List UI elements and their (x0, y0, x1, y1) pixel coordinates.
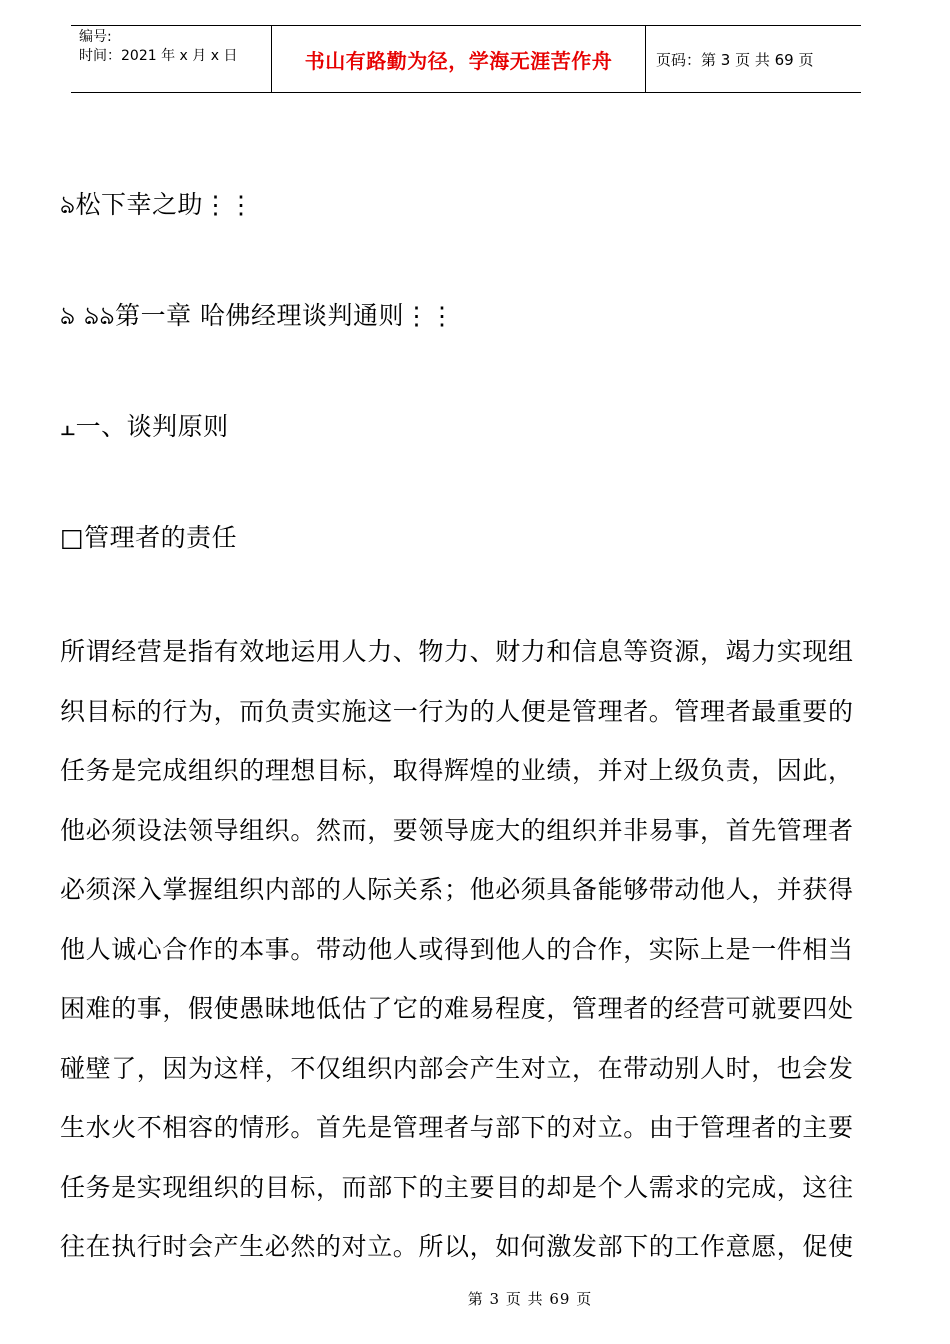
paragraph-line: 织目标的行为，而负责实施这一行为的人便是管理者。管理者最重要的 (60, 696, 854, 726)
paragraph-line: 困难的事，假使愚昧地低估了它的难易程度，管理者的经营可就要四处 (60, 994, 854, 1023)
header-page-code: 页码：第 3 页 共 69 页 (656, 50, 814, 69)
header-motto: 书山有路勤为径，学海无涯苦作舟 (304, 48, 613, 73)
paragraph-line: 任务是实现组织的目标，而部下的主要目的却是个人需求的完成，这往 (60, 1172, 854, 1202)
heading-section: ⫠一、谈判原则 (60, 412, 229, 441)
heading-chapter: ঌ ঌঌ第一章 哈佛经理谈判通则⋮⋮ (60, 301, 456, 330)
paragraph-line: 他人诚心合作的本事。带动他人或得到他人的合作，实际上是一件相当 (60, 934, 854, 964)
header-page-code-cell (646, 26, 861, 92)
paragraph-line: 生水火不相容的情形。首先是管理者与部下的对立。由于管理者的主要 (60, 1113, 854, 1142)
body-paragraph (60, 622, 875, 1277)
document-number-label: 编号: (79, 29, 112, 45)
page-footer: 第 3 页 共 69 页 (467, 1290, 593, 1308)
paragraph-line: 碰壁了，因为这样，不仅组织内部会产生对立，在带动别人时，也会发 (60, 1053, 854, 1083)
paragraph-line: 往在执行时会产生必然的对立。所以，如何激发部下的工作意愿，促使 (60, 1232, 854, 1261)
document-time-label: 时间：2021 年 x 月 x 日 (79, 48, 238, 64)
paragraph-line: 所谓经营是指有效地运用人力、物力、财力和信息等资源，竭力实现组 (60, 637, 854, 666)
paragraph-line: 他必须设法领导组织。然而，要领导庞大的组织并非易事，首先管理者 (60, 815, 854, 845)
heading-author: ঌ松下幸之助⋮⋮ (60, 190, 255, 219)
heading-subsection: □管理者的责任 (60, 523, 238, 552)
header-meta (71, 26, 272, 92)
page-header (71, 25, 861, 93)
header-motto-cell (272, 26, 646, 92)
paragraph-line: 必须深入掌握组织内部的人际关系；他必须具备能够带动他人，并获得 (60, 875, 854, 904)
paragraph-line: 任务是完成组织的理想目标，取得辉煌的业绩，并对上级负责，因此， (60, 756, 854, 785)
